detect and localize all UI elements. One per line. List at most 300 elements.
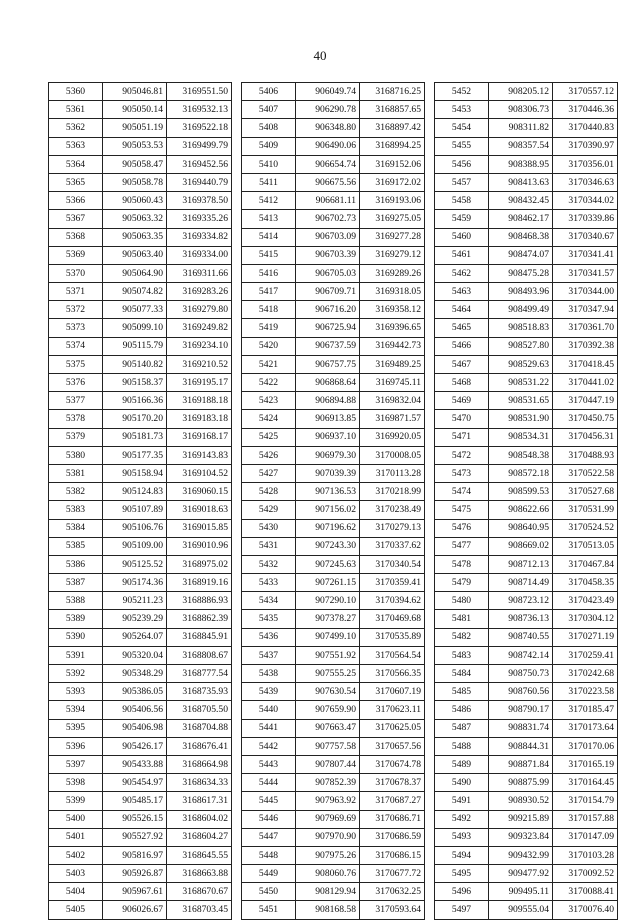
- point-number-cell: 5391: [49, 646, 103, 664]
- point-number-cell: 5442: [242, 737, 296, 755]
- table-row: [49, 173, 232, 191]
- table-row: [242, 83, 425, 101]
- point-number-cell: 5390: [49, 628, 103, 646]
- point-number-cell: 5379: [49, 428, 103, 446]
- y-coordinate-cell: 3168645.55: [167, 846, 232, 864]
- point-number-cell: 5414: [242, 228, 296, 246]
- x-coordinate-cell: 909495.11: [489, 883, 553, 901]
- table-row: [242, 665, 425, 683]
- table-row: [435, 628, 618, 646]
- x-coordinate-cell: 908760.56: [489, 683, 553, 701]
- point-number-cell: 5433: [242, 574, 296, 592]
- point-number-cell: 5494: [435, 846, 489, 864]
- x-coordinate-cell: 905077.33: [103, 301, 167, 319]
- x-coordinate-cell: 905485.17: [103, 792, 167, 810]
- table-row: [242, 537, 425, 555]
- y-coordinate-cell: 3170469.68: [360, 610, 425, 628]
- x-coordinate-cell: 905158.37: [103, 374, 167, 392]
- y-coordinate-cell: 3169551.50: [167, 83, 232, 101]
- y-coordinate-cell: 3170154.79: [553, 792, 618, 810]
- x-coordinate-cell: 905170.20: [103, 410, 167, 428]
- y-coordinate-cell: 3168703.45: [167, 901, 232, 919]
- point-number-cell: 5365: [49, 173, 103, 191]
- y-coordinate-cell: 3169920.05: [360, 428, 425, 446]
- table-row: [242, 774, 425, 792]
- x-coordinate-cell: 907245.63: [296, 555, 360, 573]
- point-number-cell: 5457: [435, 173, 489, 191]
- point-number-cell: 5431: [242, 537, 296, 555]
- table-row: [49, 464, 232, 482]
- x-coordinate-cell: 908462.17: [489, 210, 553, 228]
- point-number-cell: 5412: [242, 192, 296, 210]
- table-row: [435, 319, 618, 337]
- table-row: [435, 537, 618, 555]
- x-coordinate-cell: 908723.12: [489, 592, 553, 610]
- table-row: [435, 210, 618, 228]
- table-row: [242, 246, 425, 264]
- y-coordinate-cell: 3169283.26: [167, 283, 232, 301]
- y-coordinate-cell: 3170524.52: [553, 519, 618, 537]
- table-row: [242, 483, 425, 501]
- x-coordinate-cell: 907630.54: [296, 683, 360, 701]
- y-coordinate-cell: 3169334.00: [167, 246, 232, 264]
- point-number-cell: 5462: [435, 264, 489, 282]
- x-coordinate-cell: 907378.27: [296, 610, 360, 628]
- table-row: [242, 301, 425, 319]
- y-coordinate-cell: 3170390.97: [553, 137, 618, 155]
- table-row: [49, 83, 232, 101]
- point-number-cell: 5476: [435, 519, 489, 537]
- coordinate-table-1: [48, 82, 232, 920]
- y-coordinate-cell: 3170339.86: [553, 210, 618, 228]
- x-coordinate-cell: 906709.71: [296, 283, 360, 301]
- point-number-cell: 5402: [49, 846, 103, 864]
- y-coordinate-cell: 3170242.68: [553, 665, 618, 683]
- point-number-cell: 5369: [49, 246, 103, 264]
- table-row: [49, 574, 232, 592]
- table-row: [435, 392, 618, 410]
- x-coordinate-cell: 906654.74: [296, 155, 360, 173]
- table-row: [435, 737, 618, 755]
- y-coordinate-cell: 3170092.52: [553, 865, 618, 883]
- y-coordinate-cell: 3170344.00: [553, 283, 618, 301]
- x-coordinate-cell: 908831.74: [489, 719, 553, 737]
- y-coordinate-cell: 3170557.12: [553, 83, 618, 101]
- x-coordinate-cell: 908413.63: [489, 173, 553, 191]
- x-coordinate-cell: 908311.82: [489, 119, 553, 137]
- x-coordinate-cell: 906737.59: [296, 337, 360, 355]
- table-row: [49, 901, 232, 919]
- point-number-cell: 5398: [49, 774, 103, 792]
- table-row: [49, 846, 232, 864]
- y-coordinate-cell: 3169195.17: [167, 374, 232, 392]
- y-coordinate-cell: 3170157.88: [553, 810, 618, 828]
- table-row: [435, 83, 618, 101]
- point-number-cell: 5482: [435, 628, 489, 646]
- y-coordinate-cell: 3169018.63: [167, 501, 232, 519]
- y-coordinate-cell: 3170488.93: [553, 446, 618, 464]
- point-number-cell: 5496: [435, 883, 489, 901]
- x-coordinate-cell: 905063.32: [103, 210, 167, 228]
- point-number-cell: 5448: [242, 846, 296, 864]
- table-row: [49, 519, 232, 537]
- point-number-cell: 5463: [435, 283, 489, 301]
- y-coordinate-cell: 3169396.65: [360, 319, 425, 337]
- point-number-cell: 5449: [242, 865, 296, 883]
- x-coordinate-cell: 906675.56: [296, 173, 360, 191]
- x-coordinate-cell: 907757.58: [296, 737, 360, 755]
- y-coordinate-cell: 3170677.72: [360, 865, 425, 883]
- table-row: [435, 519, 618, 537]
- point-number-cell: 5441: [242, 719, 296, 737]
- table-row: [242, 464, 425, 482]
- y-coordinate-cell: 3169277.28: [360, 228, 425, 246]
- y-coordinate-cell: 3168845.91: [167, 628, 232, 646]
- point-number-cell: 5470: [435, 410, 489, 428]
- y-coordinate-cell: 3170165.19: [553, 755, 618, 773]
- x-coordinate-cell: 905109.00: [103, 537, 167, 555]
- table-row: [49, 865, 232, 883]
- x-coordinate-cell: 908129.94: [296, 883, 360, 901]
- x-coordinate-cell: 905058.78: [103, 173, 167, 191]
- point-number-cell: 5392: [49, 665, 103, 683]
- table-row: [49, 337, 232, 355]
- point-number-cell: 5477: [435, 537, 489, 555]
- point-number-cell: 5480: [435, 592, 489, 610]
- point-number-cell: 5383: [49, 501, 103, 519]
- x-coordinate-cell: 906703.39: [296, 246, 360, 264]
- coordinate-table-3: [434, 82, 618, 920]
- table-row: [49, 410, 232, 428]
- y-coordinate-cell: 3169745.11: [360, 374, 425, 392]
- x-coordinate-cell: 905174.36: [103, 574, 167, 592]
- y-coordinate-cell: 3169104.52: [167, 464, 232, 482]
- y-coordinate-cell: 3168919.16: [167, 574, 232, 592]
- point-number-cell: 5393: [49, 683, 103, 701]
- point-number-cell: 5416: [242, 264, 296, 282]
- point-number-cell: 5484: [435, 665, 489, 683]
- point-number-cell: 5408: [242, 119, 296, 137]
- x-coordinate-cell: 907551.92: [296, 646, 360, 664]
- table-row: [435, 155, 618, 173]
- point-number-cell: 5472: [435, 446, 489, 464]
- point-number-cell: 5418: [242, 301, 296, 319]
- table-row: [435, 173, 618, 191]
- point-number-cell: 5434: [242, 592, 296, 610]
- table-row: [242, 319, 425, 337]
- table-row: [242, 210, 425, 228]
- point-number-cell: 5377: [49, 392, 103, 410]
- point-number-cell: 5396: [49, 737, 103, 755]
- y-coordinate-cell: 3170259.41: [553, 646, 618, 664]
- y-coordinate-cell: 3169234.10: [167, 337, 232, 355]
- x-coordinate-cell: 909555.04: [489, 901, 553, 919]
- x-coordinate-cell: 907969.69: [296, 810, 360, 828]
- y-coordinate-cell: 3169522.18: [167, 119, 232, 137]
- x-coordinate-cell: 905211.23: [103, 592, 167, 610]
- table-row: [435, 719, 618, 737]
- table-row: [435, 555, 618, 573]
- point-number-cell: 5371: [49, 283, 103, 301]
- y-coordinate-cell: 3170341.41: [553, 246, 618, 264]
- y-coordinate-cell: 3170238.49: [360, 501, 425, 519]
- table-row: [242, 901, 425, 919]
- table-row: [49, 101, 232, 119]
- y-coordinate-cell: 3169010.96: [167, 537, 232, 555]
- y-coordinate-cell: 3169358.12: [360, 301, 425, 319]
- point-number-cell: 5389: [49, 610, 103, 628]
- point-number-cell: 5387: [49, 574, 103, 592]
- y-coordinate-cell: 3170440.83: [553, 119, 618, 137]
- y-coordinate-cell: 3169832.04: [360, 392, 425, 410]
- x-coordinate-cell: 908871.84: [489, 755, 553, 773]
- point-number-cell: 5363: [49, 137, 103, 155]
- y-coordinate-cell: 3170088.41: [553, 883, 618, 901]
- y-coordinate-cell: 3169311.66: [167, 264, 232, 282]
- x-coordinate-cell: 908432.45: [489, 192, 553, 210]
- point-number-cell: 5376: [49, 374, 103, 392]
- table-row: [49, 319, 232, 337]
- table-row: [49, 646, 232, 664]
- x-coordinate-cell: 908306.73: [489, 101, 553, 119]
- table-row: [49, 610, 232, 628]
- point-number-cell: 5481: [435, 610, 489, 628]
- x-coordinate-cell: 905181.73: [103, 428, 167, 446]
- y-coordinate-cell: 3168862.39: [167, 610, 232, 628]
- point-number-cell: 5445: [242, 792, 296, 810]
- x-coordinate-cell: 906937.10: [296, 428, 360, 446]
- point-number-cell: 5439: [242, 683, 296, 701]
- point-number-cell: 5474: [435, 483, 489, 501]
- x-coordinate-cell: 908518.83: [489, 319, 553, 337]
- point-number-cell: 5417: [242, 283, 296, 301]
- y-coordinate-cell: 3169378.50: [167, 192, 232, 210]
- table-row: [49, 210, 232, 228]
- y-coordinate-cell: 3170535.89: [360, 628, 425, 646]
- x-coordinate-cell: 908714.49: [489, 574, 553, 592]
- table-row: [435, 428, 618, 446]
- x-coordinate-cell: 906049.74: [296, 83, 360, 101]
- table-row: [242, 137, 425, 155]
- point-number-cell: 5381: [49, 464, 103, 482]
- y-coordinate-cell: 3169172.02: [360, 173, 425, 191]
- table-row: [435, 301, 618, 319]
- table-row: [435, 846, 618, 864]
- point-number-cell: 5486: [435, 701, 489, 719]
- table-row: [435, 610, 618, 628]
- x-coordinate-cell: 907499.10: [296, 628, 360, 646]
- point-number-cell: 5415: [242, 246, 296, 264]
- point-number-cell: 5388: [49, 592, 103, 610]
- x-coordinate-cell: 908736.13: [489, 610, 553, 628]
- x-coordinate-cell: 908790.17: [489, 701, 553, 719]
- point-number-cell: 5464: [435, 301, 489, 319]
- table-row: [49, 537, 232, 555]
- y-coordinate-cell: 3170686.71: [360, 810, 425, 828]
- table-row: [49, 355, 232, 373]
- point-number-cell: 5475: [435, 501, 489, 519]
- x-coordinate-cell: 908357.54: [489, 137, 553, 155]
- point-number-cell: 5495: [435, 865, 489, 883]
- x-coordinate-cell: 905140.82: [103, 355, 167, 373]
- y-coordinate-cell: 3169143.83: [167, 446, 232, 464]
- table-row: [435, 464, 618, 482]
- x-coordinate-cell: 909323.84: [489, 828, 553, 846]
- table-row: [49, 228, 232, 246]
- point-number-cell: 5368: [49, 228, 103, 246]
- table-row: [242, 155, 425, 173]
- point-number-cell: 5493: [435, 828, 489, 846]
- x-coordinate-cell: 908742.14: [489, 646, 553, 664]
- table-row: [49, 592, 232, 610]
- point-number-cell: 5436: [242, 628, 296, 646]
- table-row: [242, 283, 425, 301]
- y-coordinate-cell: 3170657.56: [360, 737, 425, 755]
- table-row: [435, 283, 618, 301]
- y-coordinate-cell: 3170674.78: [360, 755, 425, 773]
- point-number-cell: 5375: [49, 355, 103, 373]
- point-number-cell: 5404: [49, 883, 103, 901]
- x-coordinate-cell: 909215.89: [489, 810, 553, 828]
- y-coordinate-cell: 3170456.31: [553, 428, 618, 446]
- x-coordinate-cell: 907136.53: [296, 483, 360, 501]
- point-number-cell: 5489: [435, 755, 489, 773]
- table-row: [435, 774, 618, 792]
- point-number-cell: 5488: [435, 737, 489, 755]
- x-coordinate-cell: 907243.30: [296, 537, 360, 555]
- x-coordinate-cell: 906725.94: [296, 319, 360, 337]
- x-coordinate-cell: 905166.36: [103, 392, 167, 410]
- point-number-cell: 5378: [49, 410, 103, 428]
- x-coordinate-cell: 908669.02: [489, 537, 553, 555]
- point-number-cell: 5453: [435, 101, 489, 119]
- x-coordinate-cell: 906681.11: [296, 192, 360, 210]
- x-coordinate-cell: 905060.43: [103, 192, 167, 210]
- x-coordinate-cell: 908548.38: [489, 446, 553, 464]
- x-coordinate-cell: 908468.38: [489, 228, 553, 246]
- table-row: [242, 883, 425, 901]
- point-number-cell: 5429: [242, 501, 296, 519]
- table-row: [242, 392, 425, 410]
- point-number-cell: 5411: [242, 173, 296, 191]
- point-number-cell: 5444: [242, 774, 296, 792]
- table-row: [435, 355, 618, 373]
- x-coordinate-cell: 908740.55: [489, 628, 553, 646]
- y-coordinate-cell: 3169871.57: [360, 410, 425, 428]
- x-coordinate-cell: 907852.39: [296, 774, 360, 792]
- y-coordinate-cell: 3170593.64: [360, 901, 425, 919]
- x-coordinate-cell: 905527.92: [103, 828, 167, 846]
- y-coordinate-cell: 3170147.09: [553, 828, 618, 846]
- point-number-cell: 5403: [49, 865, 103, 883]
- point-number-cell: 5437: [242, 646, 296, 664]
- point-number-cell: 5367: [49, 210, 103, 228]
- point-number-cell: 5366: [49, 192, 103, 210]
- x-coordinate-cell: 908622.66: [489, 501, 553, 519]
- x-coordinate-cell: 905406.56: [103, 701, 167, 719]
- table-row: [242, 374, 425, 392]
- y-coordinate-cell: 3170008.05: [360, 446, 425, 464]
- x-coordinate-cell: 907156.02: [296, 501, 360, 519]
- y-coordinate-cell: 3168664.98: [167, 755, 232, 773]
- x-coordinate-cell: 905926.87: [103, 865, 167, 883]
- y-coordinate-cell: 3168617.31: [167, 792, 232, 810]
- y-coordinate-cell: 3168670.67: [167, 883, 232, 901]
- table-row: [242, 683, 425, 701]
- table-row: [435, 483, 618, 501]
- point-number-cell: 5443: [242, 755, 296, 773]
- point-number-cell: 5397: [49, 755, 103, 773]
- y-coordinate-cell: 3170394.62: [360, 592, 425, 610]
- table-row: [435, 228, 618, 246]
- y-coordinate-cell: 3170361.70: [553, 319, 618, 337]
- x-coordinate-cell: 906705.03: [296, 264, 360, 282]
- point-number-cell: 5361: [49, 101, 103, 119]
- table-row: [49, 483, 232, 501]
- x-coordinate-cell: 908599.53: [489, 483, 553, 501]
- y-coordinate-cell: 3170522.58: [553, 464, 618, 482]
- table-row: [49, 192, 232, 210]
- table-row: [49, 137, 232, 155]
- point-number-cell: 5424: [242, 410, 296, 428]
- table-row: [242, 428, 425, 446]
- table-row: [49, 792, 232, 810]
- x-coordinate-cell: 906348.80: [296, 119, 360, 137]
- x-coordinate-cell: 909432.99: [489, 846, 553, 864]
- y-coordinate-cell: 3170687.27: [360, 792, 425, 810]
- y-coordinate-cell: 3169489.25: [360, 355, 425, 373]
- y-coordinate-cell: 3170632.25: [360, 883, 425, 901]
- point-number-cell: 5360: [49, 83, 103, 101]
- y-coordinate-cell: 3168777.54: [167, 665, 232, 683]
- table-row: [49, 701, 232, 719]
- y-coordinate-cell: 3170513.05: [553, 537, 618, 555]
- y-coordinate-cell: 3169152.06: [360, 155, 425, 173]
- table-row: [435, 264, 618, 282]
- point-number-cell: 5461: [435, 246, 489, 264]
- y-coordinate-cell: 3169060.15: [167, 483, 232, 501]
- point-number-cell: 5362: [49, 119, 103, 137]
- point-number-cell: 5452: [435, 83, 489, 101]
- x-coordinate-cell: 905158.94: [103, 464, 167, 482]
- table-row: [242, 519, 425, 537]
- y-coordinate-cell: 3170076.40: [553, 901, 618, 919]
- point-number-cell: 5491: [435, 792, 489, 810]
- point-number-cell: 5400: [49, 810, 103, 828]
- point-number-cell: 5374: [49, 337, 103, 355]
- table-row: [435, 101, 618, 119]
- table-row: [435, 374, 618, 392]
- point-number-cell: 5450: [242, 883, 296, 901]
- x-coordinate-cell: 905063.35: [103, 228, 167, 246]
- table-row: [242, 701, 425, 719]
- point-number-cell: 5421: [242, 355, 296, 373]
- table-row: [49, 628, 232, 646]
- table-row: [435, 574, 618, 592]
- point-number-cell: 5430: [242, 519, 296, 537]
- x-coordinate-cell: 908750.73: [489, 665, 553, 683]
- point-number-cell: 5446: [242, 810, 296, 828]
- x-coordinate-cell: 908640.95: [489, 519, 553, 537]
- table-row: [242, 592, 425, 610]
- table-row: [49, 119, 232, 137]
- point-number-cell: 5485: [435, 683, 489, 701]
- table-row: [242, 719, 425, 737]
- point-number-cell: 5459: [435, 210, 489, 228]
- y-coordinate-cell: 3169015.85: [167, 519, 232, 537]
- y-coordinate-cell: 3170441.02: [553, 374, 618, 392]
- point-number-cell: 5497: [435, 901, 489, 919]
